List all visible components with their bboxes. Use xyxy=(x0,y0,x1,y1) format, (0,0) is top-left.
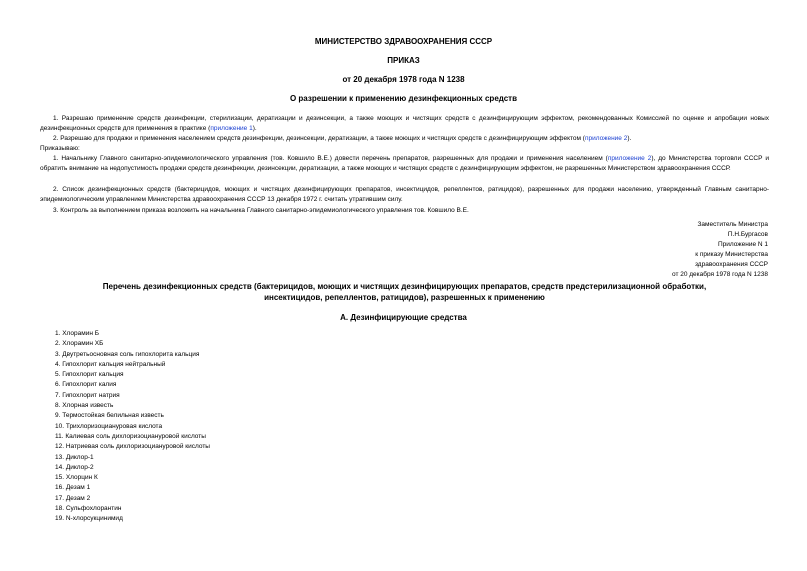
appendix-ref-line-2: к приказу Министерства xyxy=(695,251,768,258)
section-a-heading: А. Дезинфицирующие средства xyxy=(340,313,467,322)
list-item: 12. Натриевая соль дихлоризоциануровой кислоты xyxy=(55,443,210,451)
list-item: 16. Дезам 1 xyxy=(55,484,91,492)
order-item-2-text: 2. Список дезинфекционных средств (бактерицидов, моющих и чистящих дезинфицирующих препаратов, инсектицидов, репеллентов, ратицидов), разрешенных для продажи населению, утвержденный Главным санитарно-эпидемиологическим управлением Министерства здравоохранения СССР 13 декабря 1972 г. считать утратившим силу. xyxy=(40,186,769,204)
paragraph-2 xyxy=(40,134,769,144)
paragraph-1-end: ). xyxy=(252,125,257,133)
order-word: Приказываю: xyxy=(40,145,80,152)
order-item-3 xyxy=(40,206,769,216)
signature-position: Заместитель Министра xyxy=(697,221,768,228)
list-item: 14. Диклор-2 xyxy=(55,463,94,471)
list-item: 15. Хлорцин К xyxy=(55,474,98,482)
list-item: 17. Дезам 2 xyxy=(55,494,91,502)
list-item: 6. Гипохлорит калия xyxy=(55,381,117,389)
ministry-heading: МИНИСТЕРСТВО ЗДРАВООХРАНЕНИЯ СССР xyxy=(314,37,493,46)
appendix-title-line-2: инсектицидов, репеллентов, ратицидов), разрешенных к применению xyxy=(264,293,545,302)
list-item: 4. Гипохлорит кальция нейтральный xyxy=(55,360,166,368)
order-item-1-end: ), до Министерства торговли СССР и обратить внимание на недопустимость продажи средств дезинфекции, дезинсекции, дератизации, а также моющих и чистящих средств с дезинфицирующим эффектом, не разрешенных Министерством здравоохранения СССР. xyxy=(40,155,769,173)
order-date-line: от 20 декабря 1978 года N 1238 xyxy=(342,75,465,84)
order-item-2 xyxy=(40,185,769,206)
paragraph-2-end: ). xyxy=(627,135,632,142)
disinfectant-list xyxy=(55,329,210,525)
order-subject-title: О разрешении к применению дезинфекционных средств xyxy=(289,94,518,103)
list-item: 3. Двутретьосновная соль гипохлорита кальция xyxy=(55,350,200,358)
list-item: 8. Хлорная известь xyxy=(55,402,114,410)
order-appendix-2-link[interactable]: приложение 2 xyxy=(607,155,652,162)
paragraph-2-text: 2. Разрешаю для продажи и применения населением средств дезинфекции, дезинсекции, дератизации, а также моющих и чистящих средств с дезинфицирующим эффектом ( xyxy=(53,135,585,142)
signature-name: П.Н.Бургасов xyxy=(727,231,768,238)
order-item-1-text: 1. Начальнику Главного санитарно-эпидемиологического управления (тов. Ковшило В.Е.) довести перечень препаратов, разрешенных для продажи и применения населением ( xyxy=(53,155,608,162)
doc-type-heading: ПРИКАЗ xyxy=(387,56,420,65)
appendix-2-link[interactable]: приложение 2 xyxy=(584,135,628,142)
paragraph-1 xyxy=(40,114,769,135)
order-item-3-text: 3. Контроль за выполнением приказа возложить на начальника Главного санитарно-эпидемиологического управления тов. Ковшило В.Е. xyxy=(53,207,469,214)
appendix-ref-line-1: Приложение N 1 xyxy=(717,241,768,248)
list-item: 7. Гипохлорит натрия xyxy=(55,391,120,399)
appendix-ref-line-4: от 20 декабря 1978 года N 1238 xyxy=(671,271,768,278)
list-item: 10. Трихлоризоциануровая кислота xyxy=(55,422,163,430)
list-item: 2. Хлорамин ХБ xyxy=(55,340,104,348)
list-item: 11. Калиевая соль дихлоризоциануровой кислоты xyxy=(55,432,206,440)
appendix-ref-line-3: здравоохранения СССР xyxy=(694,261,768,268)
appendix-title-line-1: Перечень дезинфекционных средств (бактерицидов, моющих и чистящих дезинфицирующих препаратов, средств предстерилизационной обработки, xyxy=(102,282,707,291)
paragraph-1-text: 1. Разрешаю применение средств дезинфекции, стерилизации, дератизации и дезинсекции, а также моющих и чистящих средств с дезинфицирующим эффектом, рекомендованных Комиссией по оценке и апробации новых дезинфекционных средств для применения в практике ( xyxy=(40,115,769,133)
list-item: 9. Термостойкая белильная известь xyxy=(55,412,164,420)
list-item: 19. N-хлорсукцинимид xyxy=(55,515,123,523)
list-item: 13. Диклор-1 xyxy=(55,453,94,461)
list-item: 18. Сульфохлорантин xyxy=(55,505,122,513)
list-item: 5. Гипохлорит кальция xyxy=(55,371,124,379)
order-item-1 xyxy=(40,154,769,175)
appendix-1-link[interactable]: приложение 1 xyxy=(210,125,253,133)
list-item: 1. Хлорамин Б xyxy=(55,330,100,337)
